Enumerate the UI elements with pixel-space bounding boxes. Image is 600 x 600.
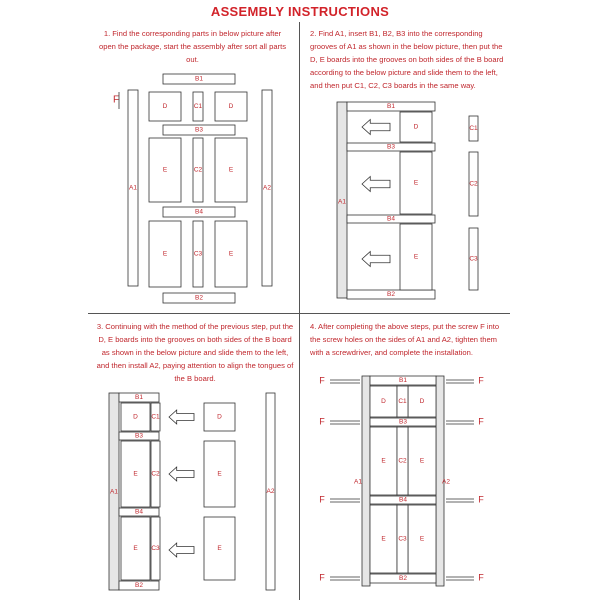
page-title: ASSEMBLY INSTRUCTIONS (210, 4, 390, 19)
label-b2: B2 (387, 291, 395, 299)
label-e: E (413, 253, 419, 261)
label-e: E (413, 179, 419, 187)
label-d: D (419, 398, 425, 406)
arrow-e2-step3 (169, 543, 194, 557)
label-a1: A1 (354, 478, 362, 486)
label-f: F (319, 494, 325, 505)
label-b2: B2 (195, 294, 203, 302)
label-a2: A2 (266, 488, 275, 496)
label-e: E (217, 470, 222, 478)
label-c1: C1 (193, 103, 203, 111)
label-c2: C2 (469, 180, 478, 188)
label-e: E (228, 166, 234, 174)
label-d: D (133, 413, 138, 421)
label-b4: B4 (135, 508, 143, 516)
step-2-text: 2. Find A1, insert B1, B2, B3 into the corresponding grooves of A1 as shown in the below picture, then put the D, E boards into the grooves on both sides of the B board according to the below picture and slide them to the left, and then put C1, C2, C3 boards in the same way. (310, 29, 504, 90)
label-e: E (381, 457, 386, 465)
label-c3: C3 (398, 535, 407, 543)
label-c3: C3 (193, 250, 203, 258)
label-c1: C1 (151, 413, 160, 421)
arrow-e1-step3 (169, 467, 194, 481)
label-f: F (112, 94, 120, 106)
arrow-d-step3 (169, 410, 194, 424)
label-e: E (162, 166, 168, 174)
step-1-text: 1. Find the corresponding parts in below picture after open the package, start the assembly after sort all parts out. (99, 29, 286, 64)
label-b1: B1 (135, 394, 143, 402)
label-d: D (217, 413, 222, 421)
label-e: E (133, 545, 138, 553)
label-e: E (162, 250, 168, 258)
label-a2: A2 (442, 478, 450, 486)
label-b2: B2 (135, 582, 143, 590)
label-b4: B4 (387, 215, 395, 223)
label-f: F (478, 494, 484, 505)
label-f: F (319, 572, 325, 583)
label-f: F (319, 375, 325, 386)
label-c3: C3 (469, 255, 478, 263)
label-b4: B4 (195, 208, 203, 216)
label-f: F (478, 572, 484, 583)
a1-frame-final (362, 376, 370, 586)
step-4-text: 4. After completing the above steps, put the screw F into the screw holes on the sides of A1 and A2, tighten them with a screwdriver, and complete the installation. (310, 322, 500, 357)
label-b1: B1 (399, 377, 407, 385)
label-a1: A1 (110, 488, 118, 496)
label-e: E (419, 457, 425, 465)
label-c1: C1 (398, 398, 407, 406)
label-a2: A2 (263, 184, 271, 192)
arrow-e2-step2 (362, 252, 390, 267)
arrow-e1-step2 (362, 177, 390, 192)
label-b2: B2 (399, 575, 407, 583)
label-b3: B3 (195, 126, 203, 134)
label-d: D (413, 123, 419, 131)
label-d: D (162, 103, 168, 111)
label-f: F (478, 416, 484, 427)
label-e: E (228, 250, 234, 258)
label-b4: B4 (399, 496, 407, 504)
step-3-text: 3. Continuing with the method of the previous step, put the D, E boards into the grooves on both sides of the B board as shown in the below picture and slide them to the left, and then install A2, paying attention to align the tongues of the B board. (96, 322, 294, 383)
label-b1: B1 (387, 103, 395, 111)
label-a1: A1 (338, 198, 346, 206)
label-b3: B3 (387, 143, 395, 151)
label-a1: A1 (129, 184, 137, 192)
label-e: E (133, 470, 138, 478)
label-e: E (419, 535, 425, 543)
label-c1: C1 (469, 125, 478, 133)
arrow-d-step2 (362, 120, 390, 135)
label-b1: B1 (195, 75, 203, 83)
label-f: F (319, 416, 325, 427)
label-f: F (478, 375, 484, 386)
label-b3: B3 (135, 432, 143, 440)
label-c3: C3 (151, 545, 160, 553)
label-e: E (381, 535, 386, 543)
label-b3: B3 (399, 418, 407, 426)
label-c2: C2 (193, 166, 203, 174)
label-c2: C2 (398, 457, 407, 465)
label-c2: C2 (151, 470, 160, 478)
label-d: D (228, 103, 234, 111)
label-d: D (381, 398, 386, 406)
label-e: E (217, 545, 222, 553)
